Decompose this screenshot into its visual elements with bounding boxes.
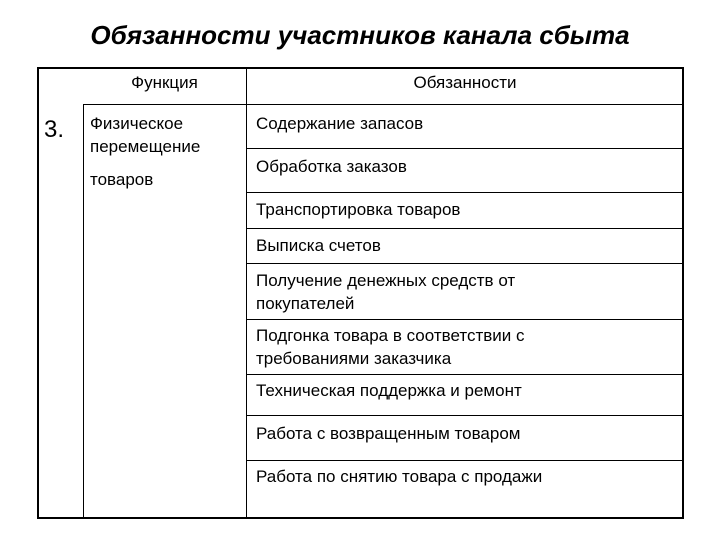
duty-item-continuation: требованиями заказчика [256, 349, 452, 368]
row-divider [246, 192, 683, 193]
duty-item-continuation: покупателей [256, 294, 355, 313]
row-divider [246, 460, 683, 461]
row-number: 3. [44, 116, 65, 143]
function-line: товаров [90, 170, 154, 189]
column-divider-2 [246, 68, 247, 518]
duty-item: Содержание запасов [256, 114, 424, 133]
row-divider [246, 374, 683, 375]
row-divider [246, 319, 683, 320]
duty-item: Подгонка товара в соответствии с [256, 326, 525, 345]
function-line: Физическое [90, 114, 184, 133]
row-divider [246, 148, 683, 149]
duty-item: Транспортировка товаров [256, 200, 461, 219]
header-function: Функция [131, 73, 198, 92]
row-divider [246, 263, 683, 264]
header-divider [83, 104, 683, 105]
duty-item: Обработка заказов [256, 157, 407, 176]
page-title: Обязанности участников канала сбыта [90, 20, 630, 50]
column-divider-1 [83, 104, 84, 518]
duty-item: Выписка счетов [256, 236, 381, 255]
duty-item: Работа по снятию товара с продажи [256, 467, 543, 486]
duty-item: Работа с возвращенным товаром [256, 424, 521, 443]
row-divider [246, 228, 683, 229]
function-line: перемещение [90, 137, 201, 156]
header-duties: Обязанности [413, 73, 517, 92]
duty-item: Получение денежных средств от [256, 271, 516, 290]
row-divider [246, 415, 683, 416]
duty-item: Техническая поддержка и ремонт [256, 381, 522, 400]
